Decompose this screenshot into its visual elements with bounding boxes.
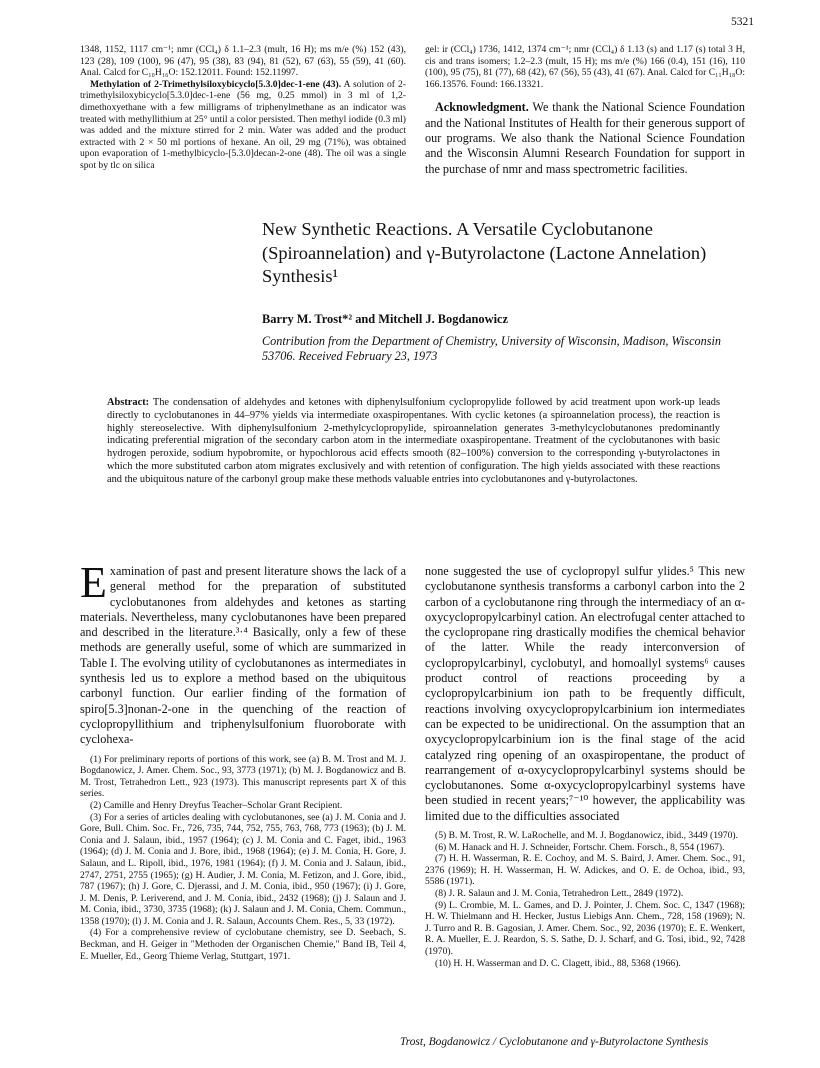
top-left-column [80, 44, 406, 172]
footnote-10: (10) H. H. Wasserman and D. C. Clagett, ibid., 88, 5368 (1966). [435, 957, 681, 969]
intro-text: xamination of past and present literature shows the lack of a general method for the preparation of substituted cyclobutanones from aldehydes and ketones as starting materials. Nevertheless, many cyclobutanones have been prepared and described in the literature.³·⁴ Basically, only a few of these methods are generally useful, some of which are summarized in Table I. The evolving utility of cyclobutanones as intermediates in synthesis led us to explore a method based on the ubiquitous carbonyl function. Our earlier finding of the formation of spiro[5.3]nonan-2-one in the quenching of the reaction of cyclopropyllithium and triphenylsulfonium fluoroborate with cyclohexa- [80, 564, 406, 747]
article-title: New Synthetic Reactions. A Versatile Cyclobutanone (Spiroannelation) and γ-Butyrolactone (Lactone Annelation) Synthesis¹ [262, 219, 707, 286]
page-number: 5321 [731, 16, 754, 28]
acknowledgment-text: We thank the National Science Foundation and the National Institutes of Health for their generous support of our programs. We also thank the National Science Foundation and the Wisconsin Alumni Research Foundation for support in the purchase of nmr and mass spectrometric facilities. [425, 100, 745, 176]
author-affiliation: Contribution from the Department of Chemistry, University of Wisconsin, Madison, Wisconsin 53706. Received February 23, 1973 [262, 334, 721, 364]
methylation-heading: Methylation of 2-Trimethylsiloxybicyclo[5.3.0]dec-1-ene (43). [90, 78, 342, 90]
acknowledgment-paragraph [425, 100, 745, 176]
experimental-data-paragraph: 1348, 1152, 1117 cm⁻¹; nmr (CCl₄) δ 1.1–2.3 (mult, 16 H); ms m/e (%) 152 (43), 123 (28), 109 (100), 96 (47), 95 (38), 83 (94), 81 (52), 67 (63), 55 (59), 41 (60). Anal. Calcd for C₁₀H₁₆O: 152.12011. Found: 152.11997. [80, 44, 406, 79]
methylation-paragraph [80, 79, 406, 172]
running-footer: Trost, Bogdanowicz / Cyclobutanone and γ-Butyrolactone Synthesis [400, 1036, 709, 1048]
footnote-9: (9) L. Crombie, M. L. Games, and D. J. Pointer, J. Chem. Soc. C, 1347 (1968); H. W. Thielmann and H. Hecker, Justus Liebigs Ann. Chem., 728, 158 (1969); N. J. Turro and R. B. Gagosian, J. Amer. Chem. Soc., 92, 2036 (1970); E. E. Wenkert, R. A. Mueller, E. J. Reardon, S. S. Sathe, D. J. Scharf, and G. Tosi, ibid., 92, 7428 (1970). [425, 899, 745, 957]
footnote-7: (7) H. H. Wasserman, R. E. Cochoy, and M. S. Baird, J. Amer. Chem. Soc., 91, 2376 (1969); H. H. Wasserman, H. W. Adickes, and O. E. de Ochoa, ibid., 93, 5586 (1971). [425, 853, 745, 888]
footnote-3: (3) For a series of articles dealing with cyclobutanones, see (a) J. M. Conia and J. Gore, Bull. Chim. Soc. Fr., 726, 735, 744, 752, 755, 763, 768, 773 (1963); (b) J. M. Conia and J. Salaun, ibid., 1957 (1964); (c) J. M. Conia and C. Faget, ibid., 1963 (1964); (d) J. M. Conia and J. Bore, ibid., 1968 (1964); (e) J. M. Conia, H. Gore, J. Salaun, and L. Ripoll, ibid., 1976, 1981 (1964); (f) J. M. Conia and J. Salaun, ibid., 2747, 2751, 2755 (1965); (g) H. Audier, J. M. Conia, M. Fetizon, and J. Gore, ibid., 787 (1967); (h) J. Gore, C. Djerassi, and J. M. Conia, ibid., 950 (1967); (i) J. Gore, J. M. Denis, P. Leriverend, and J. M. Conia, ibid., 2432 (1968); (j) J. Salaun and J. M. Conia, ibid., 3730, 3735 (1968); (k) J. Salaun and J. M. Conia, Chem. Commun., 1358 (1970); (l) J. M. Conia and J. R. Salaun, Accounts Chem. Res., 5, 33 (1972). [80, 811, 406, 927]
footnotes-right [425, 830, 745, 969]
footnote-2: (2) Camille and Henry Dreyfus Teacher–Scholar Grant Recipient. [90, 799, 343, 811]
methylation-text: A solution of 2-trimethylsiloxybicyclo[5.3.0]dec-1-ene (56 mg, 0.25 mmol) in 3 ml of 1,2-dimethoxyethane with a few milligrams of triphenylmethane as an indicator was treated with methyllithium at 25° until a color persisted. Then methyl iodide (0.3 ml) was added and the mixture stirred for 2 min. Water was added and the product extracted with 2 × 50 ml portions of hexane. An oil, 29 mg (71%), was obtained upon evaporation of 1-methylbicyclo-[5.3.0]decan-2-one (48). The oil was a single spot by tlc on silica [80, 78, 406, 171]
intro-paragraph [80, 558, 406, 748]
footnote-1: (1) For preliminary reports of portions of this work, see (a) B. M. Trost and M. J. Bogdanowicz, J. Amer. Chem. Soc., 93, 3773 (1971); (b) M. J. Bogdanowicz and B. M. Trost, Tetrahedron Lett., 923 (1973). This manuscript represents part X of this series. [80, 753, 406, 800]
abstract-label: Abstract: [107, 397, 150, 408]
acknowledgment-label: Acknowledgment. [435, 100, 529, 115]
abstract-text: The condensation of aldehydes and ketones with diphenylsulfonium cyclopropylide followed by acid treatment upon work-up leads directly to cyclobutanones in 44–97% yields via intermediate oxaspiropentanes. With cyclic ketones (a spiroannelation process), the reaction is highly stereoselective. With diphenylsulfonium 2-methylcyclopropylide, spiroannelation generates 3-methylcyclobutanones predominantly indicating preferential migration of the secondary carbon atom in the intermediate oxaspiropentane. Treatment of the cyclobutanones with basic hydrogen peroxide, sodium hypobromite, or hypochlorous acid effects smooth (82–100%) conversion to the corresponding γ-butyrolactones in which the more substituted carbon atom migrates exclusively and with retention of configuration. The high yields associated with these reactions and the ubiquitous nature of the carbonyl group make these methods valuable entries into cyclobutanones and γ-butyrolactones. [107, 397, 720, 485]
abstract [107, 397, 720, 487]
drop-cap: E [80, 558, 107, 607]
top-right-column [425, 44, 745, 177]
footnotes-left [80, 754, 406, 963]
footnote-5: (5) B. M. Trost, R. W. LaRochelle, and M. J. Bogdanowicz, ibid., 3449 (1970). [435, 830, 738, 842]
footnote-4: (4) For a comprehensive review of cyclobutane chemistry, see D. Seebach, S. Beckman, and H. Geiger in "Methoden der Organischen Chemie," Band IB, Teil 4, E. Mueller, Ed., Georg Thieme Verlag, Stuttgart, 1971. [80, 927, 406, 962]
footnote-6: (6) M. Hanack and H. J. Schneider, Fortschr. Chem. Forsch., 8, 554 (1967). [435, 841, 725, 853]
body-paragraph-right: none suggested the use of cyclopropyl sulfur ylides.⁵ This new cyclobutanone synthesis transforms a carbonyl carbon into the 2 carbon of a cyclobutanone ring through the intermediacy of an α-oxycyclopropylcarbinyl cation. An electrofugal center attached to the cyclopropane ring drastically modifies the chemical behavior of the latter. While the ready interconversion of cyclopropylcarbinyl, cyclobutyl, and homoallyl systems⁶ causes product control of reactions proceeding by a cyclopropylcarbinium ion path to be frequently difficult, reactions involving oxycyclopropylcarbinium ion intermediates can be expected to be unidirectional. On the assumption that an oxycyclopropylcarbinium ion is the final stage of the acid catalyzed ring opening of an oxaspiropentane, the product of rearrangement of α-oxycyclopropylcarbinyl systems should be cyclobutanones. Some α-oxycyclopropylcarbinyl systems have been studied in recent years;⁷⁻¹⁰ however, the applicability was limited due to the difficulties associated [425, 564, 745, 823]
experimental-data-continued: gel: ir (CCl₄) 1736, 1412, 1374 cm⁻¹; nmr (CCl₄) δ 1.13 (s) and 1.17 (s) total 3 H, cis and trans isomers; 1.2–2.3 (mult, 15 H); ms m/e (%) 166 (0.4), 151 (16), 110 (100), 95 (75), 81 (77), 68 (42), 67 (56), 55 (43), 41 (67). Anal. Calcd for C₁₁H₁₈O: 166.13576. Found: 166.13321. [425, 44, 745, 90]
article-authors: Barry M. Trost*² and Mitchell J. Bogdanowicz [262, 312, 509, 326]
right-body-column [425, 564, 745, 969]
footnote-8: (8) J. R. Salaun and J. M. Conia, Tetrahedron Lett., 2849 (1972). [435, 888, 684, 900]
left-body-column [80, 558, 406, 962]
